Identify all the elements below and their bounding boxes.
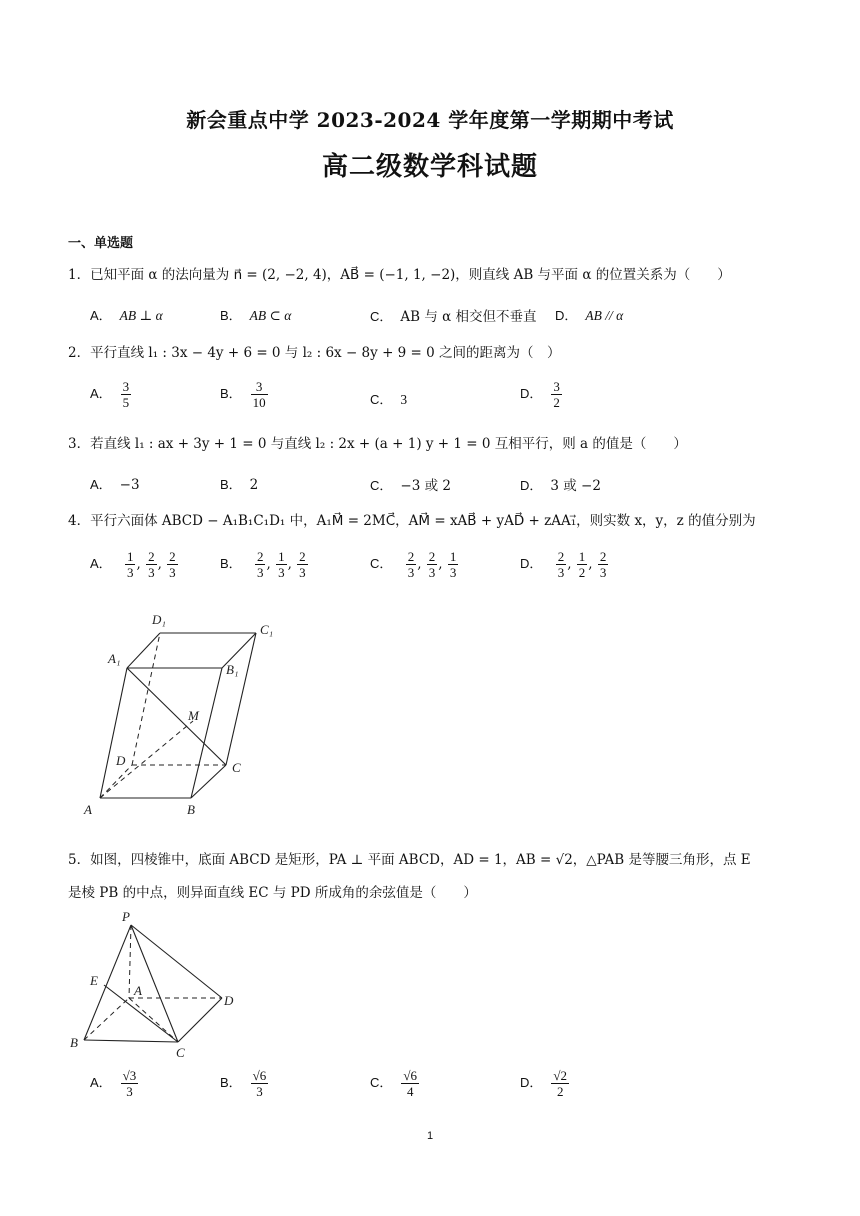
q1-option-d: D． AB // α [555,308,624,323]
exam-subtitle: 高二级数学科试题 [321,152,538,182]
edge-b1-b [191,668,222,798]
q4-parallelepiped-figure [70,600,290,830]
section-heading: 一、单选题 [68,236,134,251]
q1-option-b: B． AB ⊂ α [220,308,292,323]
q5-option-d: D． $\frac{√2}{2}$ [520,1068,568,1099]
label-c: C [176,1045,185,1060]
label-b: B [187,802,195,817]
label-e: E [90,973,98,988]
q2-option-d: D． $\frac{3}{2}$ [520,379,560,410]
question-1-text: 1．已知平面 α 的法向量为 n⃗ = (2, −2, 4)，AB⃗ = (−1, 1, −2)，则直线 AB 与平面 α 的位置关系为（ ） [68,267,731,283]
question-5-text-line1: 5．如图，四棱锥中，底面 ABCD 是矩形，PA ⊥ 平面 ABCD，AD = 1，AB = √2，△PAB 是等腰三角形，点 E [68,852,751,868]
label-d: D [224,993,234,1008]
label-d1: D₁ [152,612,166,627]
q5-option-b: B． $\frac{√6}{3}$ [220,1068,267,1099]
q2-option-a: A． $\frac{3}{5}$ [90,379,130,410]
edge-d-d1 [132,633,160,765]
q2-option-c: C． 3 [370,392,408,407]
label-p: P [122,909,130,924]
question-2-text: 2．平行直线 l₁ : 3x − 4y + 6 = 0 与 l₂ : 6x − 8y + 9 = 0 之间的距离为（ ） [68,345,561,361]
q4-option-c: C． $\frac{2}{3}$ , $\frac{2}{3}$ , $\frac{1}{3}$ [370,549,457,580]
label-d: D [116,753,126,768]
label-b1: B₁ [226,662,239,677]
q1-option-c: C． AB 与 α 相交但不垂直 [370,309,537,325]
edge-c1-c [226,633,256,765]
exam-title: 新会重点中学 2023-2024 学年度第一学期期中考试 [186,108,674,132]
edge-b-a [84,998,129,1040]
label-a: A [134,983,142,998]
label-b: B [70,1035,78,1050]
edge-b-c [84,1040,178,1042]
edge-a-d [100,765,132,798]
q3-option-b: B． 2 [220,477,259,493]
q4-option-b: B． $\frac{2}{3}$ , $\frac{1}{3}$ , $\frac{2}{3}$ [220,549,306,580]
q5-option-a: A． $\frac{√3}{3}$ [90,1068,137,1099]
q4-option-d: D． $\frac{2}{3}$ , $\frac{1}{2}$ , $\frac{2}{3}$ [520,549,607,580]
label-m: M [188,708,199,723]
question-5-text-line2: 是棱 PB 的中点，则异面直线 EC 与 PD 所成角的余弦值是（ ） [68,885,477,901]
label-a1: A₁ [108,651,121,666]
q3-option-d: D． 3 或 −2 [520,478,601,494]
question-3-text: 3．若直线 l₁ : ax + 3y + 1 = 0 与直线 l₂ : 2x + (a + 1) y + 1 = 0 互相平行，则 a 的值是（ ） [68,436,687,452]
q5-pyramid-figure [66,905,246,1065]
edge-a-c [129,998,178,1042]
q3-option-c: C． −3 或 2 [370,478,451,494]
edge-d1-a1 [127,633,160,668]
label-c: C [232,760,241,775]
page-number: 1 [426,1130,434,1142]
edge-b-c [191,765,226,798]
q2-option-b: B． $\frac{3}{10}$ [220,379,266,410]
edge-p-d [131,925,222,998]
q5-option-c: C． $\frac{√6}{4}$ [370,1068,418,1099]
question-4-text: 4．平行六面体 ABCD − A₁B₁C₁D₁ 中，A₁M⃗ = 2MC⃗，AM⃗ = xAB⃗ + yAD⃗ + zAA₁⃗，则实数 x，y，z 的值分别为 [68,513,756,529]
label-c1: C₁ [260,622,274,637]
edge-p-a [129,925,131,998]
edge-c-d [178,998,222,1042]
label-a: A [84,802,92,817]
q4-option-a: A． $\frac{1}{3}$ , $\frac{2}{3}$ , $\frac{2}{3}$ [90,549,176,580]
q1-option-a: A． AB ⊥ α [90,308,163,323]
q3-option-a: A． −3 [90,477,140,493]
